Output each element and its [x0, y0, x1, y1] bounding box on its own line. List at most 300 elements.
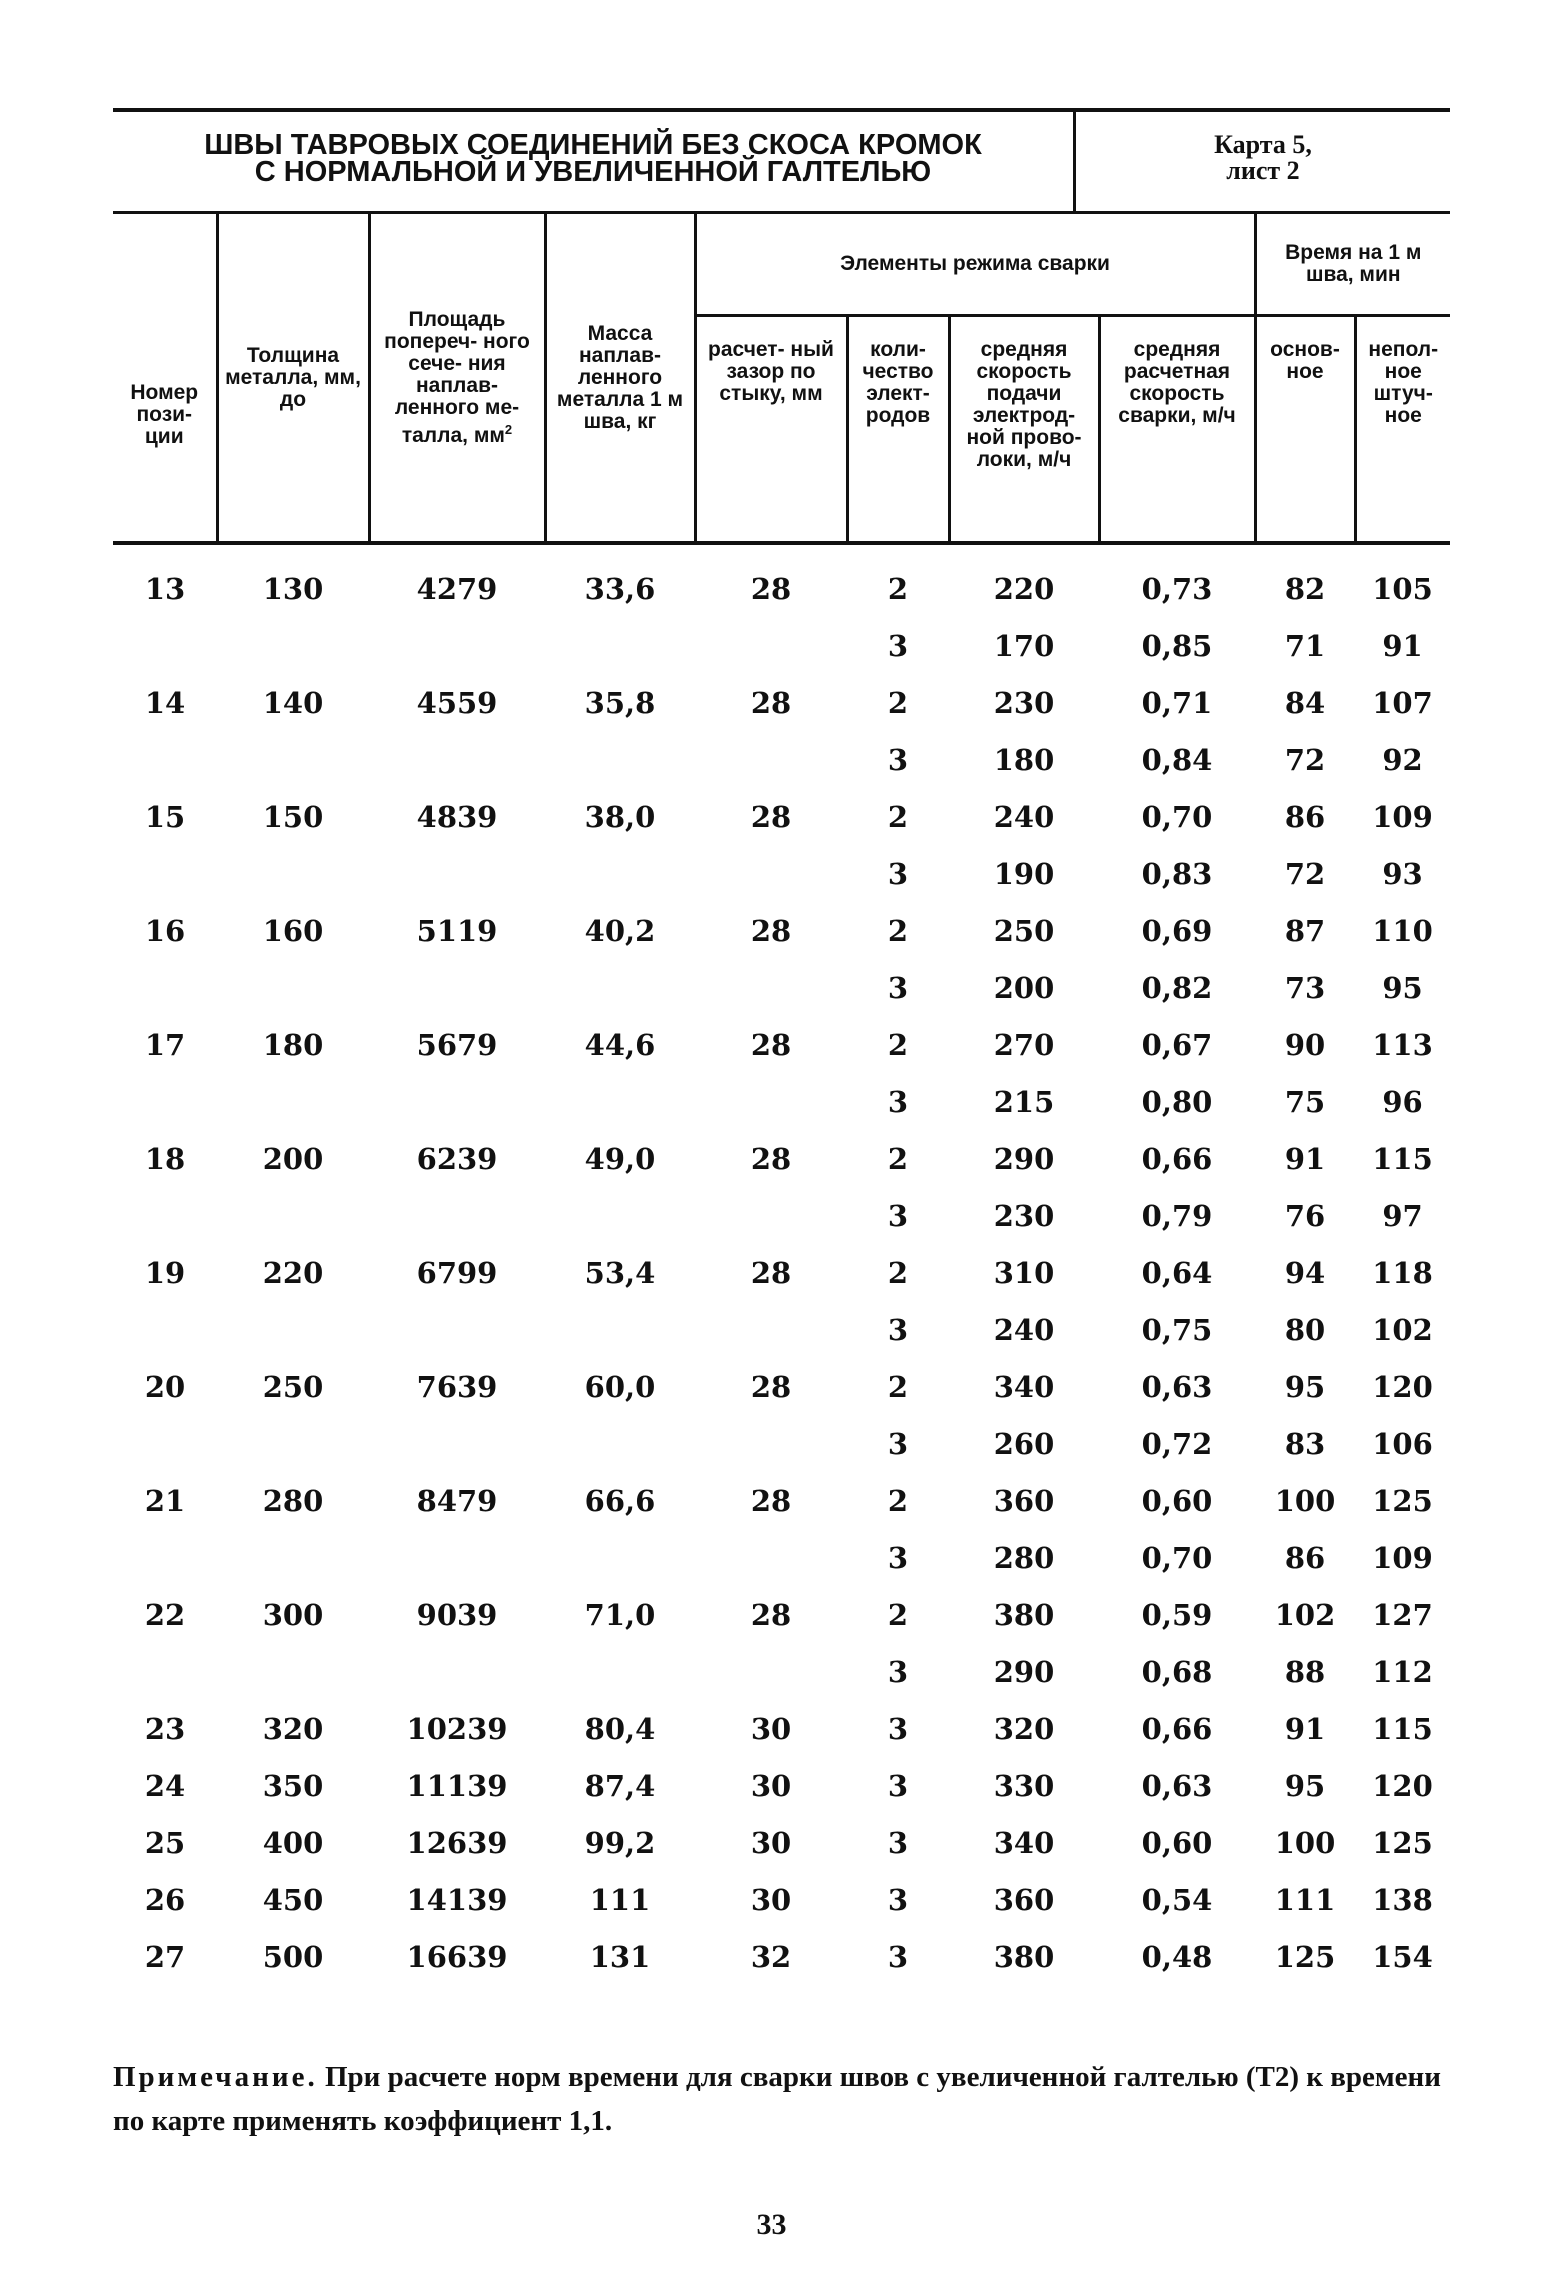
table-cell: 80,4: [584, 1711, 656, 1746]
table-cell: 200: [993, 970, 1055, 1005]
table-cell: 83: [1284, 1426, 1326, 1461]
table-cell: [369, 731, 545, 788]
table-cell: [695, 1073, 847, 1130]
table-cell: 30: [750, 1825, 792, 1860]
col-header-position: Номер пози- ции: [113, 214, 217, 543]
table-cell: 109: [1372, 799, 1433, 834]
table-cell: 28: [750, 913, 792, 948]
table-cell: 20: [144, 1369, 186, 1404]
table-cell: 99,2: [584, 1825, 656, 1860]
table-cell: 3: [887, 742, 909, 777]
table-cell: 3: [887, 1825, 909, 1860]
table-cell: 22: [144, 1597, 186, 1632]
table-cell: 190: [993, 856, 1055, 891]
table-cell: [113, 731, 217, 788]
table-cell: 0,83: [1141, 856, 1213, 891]
col-header-mode-group: Элементы режима сварки: [695, 214, 1255, 316]
footnote: [113, 2055, 1450, 2143]
table-cell: 180: [262, 1027, 324, 1062]
table-cell: 93: [1382, 856, 1423, 891]
table-cell: 170: [993, 628, 1055, 663]
table-cell: 3: [887, 1711, 909, 1746]
table-cell: 27: [144, 1939, 186, 1974]
title-line-2: С НОРМАЛЬНОЙ И УВЕЛИЧЕННОЙ ГАЛТЕЛЬЮ: [254, 156, 932, 188]
table-cell: [545, 1187, 695, 1244]
table-cell: 320: [993, 1711, 1055, 1746]
table-cell: 220: [993, 571, 1055, 606]
table-cell: [217, 1643, 369, 1700]
table-cell: 3: [887, 1084, 909, 1119]
table-cell: 230: [993, 1198, 1055, 1233]
table-cell: 95: [1382, 970, 1423, 1005]
table-row: [113, 1757, 1450, 1814]
card-number: Карта 5,: [1214, 130, 1312, 159]
table-cell: 21: [144, 1483, 186, 1518]
card-reference: [1076, 132, 1450, 184]
table-cell: [695, 617, 847, 674]
table-cell: 28: [750, 1255, 792, 1290]
table-row: [113, 1244, 1450, 1301]
table-cell: [695, 1415, 847, 1472]
table-cell: 2: [887, 1483, 909, 1518]
sheet-number: лист 2: [1226, 156, 1300, 185]
table-cell: 280: [993, 1540, 1055, 1575]
table-cell: 380: [993, 1597, 1055, 1632]
table-cell: 200: [262, 1141, 324, 1176]
table-cell: 5119: [416, 913, 498, 948]
col-header-area: Площадь попереч- ного сече- ния наплав- ленного ме- талла, $мм^2$: [369, 214, 545, 543]
table-cell: 220: [262, 1255, 324, 1290]
table-row: [113, 1643, 1450, 1700]
table-row: [113, 788, 1450, 845]
table-cell: 2: [887, 1597, 909, 1632]
table-cell: 24: [144, 1768, 186, 1803]
table-cell: 0,85: [1141, 628, 1213, 663]
table-cell: [217, 1187, 369, 1244]
table-cell: [217, 731, 369, 788]
card-header: [113, 108, 1450, 214]
table-cell: [113, 959, 217, 1016]
table-cell: 290: [993, 1141, 1055, 1176]
table-cell: 215: [993, 1084, 1055, 1119]
table-cell: 0,66: [1141, 1711, 1213, 1746]
table-cell: 0,73: [1141, 571, 1213, 606]
table-cell: 71,0: [584, 1597, 656, 1632]
table-cell: 25: [144, 1825, 186, 1860]
table-cell: [695, 845, 847, 902]
table-cell: 4279: [416, 571, 498, 606]
table-cell: 28: [750, 1483, 792, 1518]
table-cell: 107: [1372, 685, 1433, 720]
table-cell: [545, 1301, 695, 1358]
table-cell: 100: [1274, 1825, 1336, 1860]
table-cell: 13: [144, 571, 186, 606]
table-cell: 450: [262, 1882, 324, 1917]
table-cell: 28: [750, 1597, 792, 1632]
table-header: [113, 214, 1450, 545]
table-row: [113, 1130, 1450, 1187]
table-cell: 0,68: [1141, 1654, 1213, 1689]
table-cell: 0,60: [1141, 1483, 1213, 1518]
table-row: [113, 731, 1450, 788]
table-row: [113, 560, 1450, 617]
footnote-label: Примечание.: [113, 2061, 318, 2093]
table-cell: 87: [1284, 913, 1326, 948]
table-cell: 72: [1284, 742, 1326, 777]
table-cell: 5679: [416, 1027, 498, 1062]
table-cell: [369, 959, 545, 1016]
table-cell: 105: [1372, 571, 1433, 606]
table-cell: 30: [750, 1768, 792, 1803]
table-cell: 138: [1372, 1882, 1433, 1917]
table-cell: 18: [144, 1141, 186, 1176]
table-cell: [113, 1415, 217, 1472]
table-cell: 111: [1274, 1882, 1336, 1917]
table-cell: 113: [1372, 1027, 1433, 1062]
table-cell: 28: [750, 1027, 792, 1062]
table-cell: 14: [144, 685, 186, 720]
table-cell: 8479: [416, 1483, 498, 1518]
table-cell: 2: [887, 1369, 909, 1404]
table-cell: [545, 1415, 695, 1472]
table-cell: 360: [993, 1882, 1055, 1917]
col-header-gap: расчет- ный зазор по стыку, мм: [695, 316, 847, 544]
table-cell: 131: [589, 1939, 651, 1974]
table-cell: 350: [262, 1768, 324, 1803]
table-cell: 53,4: [584, 1255, 656, 1290]
table-cell: 28: [750, 685, 792, 720]
table-cell: [217, 1529, 369, 1586]
table-row: [113, 1016, 1450, 1073]
table-cell: 30: [750, 1882, 792, 1917]
table-cell: 280: [262, 1483, 324, 1518]
table-cell: 3: [887, 970, 909, 1005]
table-cell: 115: [1372, 1141, 1433, 1176]
table-cell: 3: [887, 1426, 909, 1461]
table-cell: 154: [1372, 1939, 1433, 1974]
table-cell: 0,48: [1141, 1939, 1213, 1974]
table-cell: 0,80: [1141, 1084, 1213, 1119]
table-cell: 2: [887, 799, 909, 834]
table-cell: 86: [1284, 1540, 1326, 1575]
table-cell: 12639: [406, 1825, 508, 1860]
table-cell: 112: [1372, 1654, 1433, 1689]
table-cell: 120: [1372, 1768, 1433, 1803]
table-cell: 49,0: [584, 1141, 656, 1176]
table-cell: 125: [1274, 1939, 1336, 1974]
table-cell: [113, 1301, 217, 1358]
table-cell: 110: [1372, 913, 1433, 948]
table-cell: 150: [262, 799, 324, 834]
table-cell: 80: [1284, 1312, 1326, 1347]
table-cell: 10239: [406, 1711, 508, 1746]
table-row: [113, 902, 1450, 959]
table-cell: 15: [144, 799, 186, 834]
table-cell: [545, 1529, 695, 1586]
table-cell: [217, 1301, 369, 1358]
table-cell: 92: [1382, 742, 1423, 777]
table-cell: 91: [1284, 1711, 1326, 1746]
table-row: [113, 1928, 1450, 1985]
table-cell: [369, 1073, 545, 1130]
table-cell: 94: [1284, 1255, 1326, 1290]
table-cell: 4559: [416, 685, 498, 720]
table-cell: 32: [750, 1939, 792, 1974]
table-cell: 290: [993, 1654, 1055, 1689]
table-row: [113, 1814, 1450, 1871]
page-number: 33: [756, 2208, 787, 2241]
table-cell: 0,75: [1141, 1312, 1213, 1347]
table-cell: 0,72: [1141, 1426, 1213, 1461]
table-cell: 88: [1284, 1654, 1326, 1689]
table-cell: 330: [993, 1768, 1055, 1803]
table-cell: 28: [750, 571, 792, 606]
table-cell: 82: [1284, 571, 1326, 606]
col-header-mass: Масса наплав- ленного металла 1 м шва, кг: [545, 214, 695, 543]
col-header-time-group: Время на 1 м шва, мин: [1255, 214, 1450, 316]
table-cell: 0,69: [1141, 913, 1213, 948]
table-cell: 23: [144, 1711, 186, 1746]
table-cell: 87,4: [584, 1768, 656, 1803]
table-cell: [545, 959, 695, 1016]
table-cell: 2: [887, 685, 909, 720]
table-cell: 11139: [406, 1768, 508, 1803]
table-cell: 260: [993, 1426, 1055, 1461]
table-cell: 400: [262, 1825, 324, 1860]
table-cell: 16639: [406, 1939, 508, 1974]
table-cell: 100: [1274, 1483, 1336, 1518]
table-row: [113, 674, 1450, 731]
table-cell: 28: [750, 1141, 792, 1176]
table-cell: [369, 1415, 545, 1472]
table-cell: [113, 1643, 217, 1700]
table-cell: 240: [993, 799, 1055, 834]
table-row: [113, 959, 1450, 1016]
table-row: [113, 1529, 1450, 1586]
table-cell: 44,6: [584, 1027, 656, 1062]
table-cell: 125: [1372, 1483, 1433, 1518]
table-cell: 106: [1372, 1426, 1433, 1461]
table-cell: [545, 1643, 695, 1700]
table-cell: 90: [1284, 1027, 1326, 1062]
col-header-electrodes: коли- чество элект- родов: [847, 316, 949, 544]
table-cell: 115: [1372, 1711, 1433, 1746]
table-cell: 3: [887, 1939, 909, 1974]
table-cell: [369, 1301, 545, 1358]
table-cell: 0,59: [1141, 1597, 1213, 1632]
table-cell: 14139: [406, 1882, 508, 1917]
table-cell: [369, 1643, 545, 1700]
table-cell: [545, 845, 695, 902]
table-cell: [695, 1187, 847, 1244]
table-cell: [695, 1301, 847, 1358]
table-row: [113, 1301, 1450, 1358]
table-cell: [695, 959, 847, 1016]
table-row: [113, 845, 1450, 902]
table-cell: 3: [887, 1312, 909, 1347]
table-cell: [217, 959, 369, 1016]
table-cell: 71: [1284, 628, 1326, 663]
col-header-thickness: Толщина металла, мм, до: [217, 214, 369, 543]
footnote-text: При расчете норм времени для сварки швов с увеличенной галтелью (Т2) к времени по карте применять коэффициент 1,1.: [113, 2061, 1441, 2137]
table-cell: 140: [262, 685, 324, 720]
table-cell: 0,70: [1141, 799, 1213, 834]
table-cell: 118: [1372, 1255, 1433, 1290]
table-cell: 19: [144, 1255, 186, 1290]
table-cell: 28: [750, 799, 792, 834]
table-cell: 340: [993, 1369, 1055, 1404]
table-cell: 0,79: [1141, 1198, 1213, 1233]
data-table: [113, 560, 1450, 1985]
table-row: [113, 1586, 1450, 1643]
table-cell: 160: [262, 913, 324, 948]
table-cell: 7639: [416, 1369, 498, 1404]
table-cell: [695, 1529, 847, 1586]
table-cell: [695, 731, 847, 788]
table-cell: [545, 1073, 695, 1130]
table-cell: 3: [887, 628, 909, 663]
table-cell: 84: [1284, 685, 1326, 720]
table-cell: 0,67: [1141, 1027, 1213, 1062]
table-cell: 2: [887, 913, 909, 948]
table-cell: 180: [993, 742, 1055, 777]
table-cell: 130: [262, 571, 324, 606]
table-cell: 102: [1372, 1312, 1433, 1347]
table-cell: 91: [1284, 1141, 1326, 1176]
table-cell: 97: [1382, 1198, 1423, 1233]
table-cell: [113, 845, 217, 902]
table-row: [113, 617, 1450, 674]
table-cell: [113, 1187, 217, 1244]
table-cell: 3: [887, 1654, 909, 1689]
table-cell: 0,63: [1141, 1768, 1213, 1803]
table-cell: 96: [1382, 1084, 1423, 1119]
table-cell: 250: [262, 1369, 324, 1404]
table-cell: 60,0: [584, 1369, 656, 1404]
table-cell: 38,0: [584, 799, 656, 834]
table-cell: [545, 617, 695, 674]
table-cell: 35,8: [584, 685, 656, 720]
title-line-1: ШВЫ ТАВРОВЫХ СОЕДИНЕНИЙ БЕЗ СКОСА КРОМОК: [204, 129, 982, 161]
table-cell: 73: [1284, 970, 1326, 1005]
table-cell: 230: [993, 685, 1055, 720]
table-cell: [113, 617, 217, 674]
card-title: [113, 129, 1073, 188]
table-cell: 270: [993, 1027, 1055, 1062]
table-cell: [217, 845, 369, 902]
table-cell: 72: [1284, 856, 1326, 891]
table-row: [113, 1415, 1450, 1472]
table-row: [113, 1358, 1450, 1415]
table-cell: 0,64: [1141, 1255, 1213, 1290]
table-cell: 3: [887, 1540, 909, 1575]
table-cell: 320: [262, 1711, 324, 1746]
table-cell: [369, 1187, 545, 1244]
table-cell: 76: [1284, 1198, 1326, 1233]
table-cell: [113, 1529, 217, 1586]
table-row: [113, 1700, 1450, 1757]
table-cell: 3: [887, 1768, 909, 1803]
table-cell: 240: [993, 1312, 1055, 1347]
table-cell: 30: [750, 1711, 792, 1746]
table-cell: 6239: [416, 1141, 498, 1176]
table-cell: 40,2: [584, 913, 656, 948]
table-cell: [369, 617, 545, 674]
table-cell: 127: [1372, 1597, 1433, 1632]
table-cell: 109: [1372, 1540, 1433, 1575]
table-cell: 102: [1274, 1597, 1336, 1632]
table-cell: 0,54: [1141, 1882, 1213, 1917]
table-cell: 2: [887, 1255, 909, 1290]
table-cell: 310: [993, 1255, 1055, 1290]
table-cell: 340: [993, 1825, 1055, 1860]
table-cell: 4839: [416, 799, 498, 834]
table-cell: 0,70: [1141, 1540, 1213, 1575]
table-cell: 500: [262, 1939, 324, 1974]
table-cell: [369, 845, 545, 902]
table-cell: [695, 1643, 847, 1700]
table-cell: [113, 1073, 217, 1130]
table-cell: 111: [589, 1882, 651, 1917]
table-cell: 91: [1382, 628, 1423, 663]
table-cell: 0,82: [1141, 970, 1213, 1005]
table-cell: [217, 617, 369, 674]
table-cell: 125: [1372, 1825, 1433, 1860]
table-cell: [369, 1529, 545, 1586]
table-cell: 95: [1284, 1768, 1326, 1803]
table-cell: 0,84: [1141, 742, 1213, 777]
table-cell: 120: [1372, 1369, 1433, 1404]
table-cell: 75: [1284, 1084, 1326, 1119]
table-cell: [217, 1073, 369, 1130]
table-row: [113, 1871, 1450, 1928]
table-cell: 300: [262, 1597, 324, 1632]
col-header-time-main: основ- ное: [1255, 316, 1355, 544]
table-cell: 9039: [416, 1597, 498, 1632]
col-header-feed-speed: средняя скорость подачи электрод- ной прово- локи, м/ч: [949, 316, 1099, 544]
table-cell: 360: [993, 1483, 1055, 1518]
table-row: [113, 1472, 1450, 1529]
table-cell: 380: [993, 1939, 1055, 1974]
table-cell: 28: [750, 1369, 792, 1404]
table-cell: 3: [887, 856, 909, 891]
table-cell: 0,63: [1141, 1369, 1213, 1404]
table-cell: 33,6: [584, 571, 656, 606]
table-cell: 0,66: [1141, 1141, 1213, 1176]
table-cell: 0,60: [1141, 1825, 1213, 1860]
table-row: [113, 1187, 1450, 1244]
table-cell: 2: [887, 571, 909, 606]
table-cell: 16: [144, 913, 186, 948]
table-cell: 2: [887, 1027, 909, 1062]
table-cell: [217, 1415, 369, 1472]
table-cell: 250: [993, 913, 1055, 948]
table-cell: 86: [1284, 799, 1326, 834]
table-cell: 17: [144, 1027, 186, 1062]
table-cell: 3: [887, 1198, 909, 1233]
table-cell: 26: [144, 1882, 186, 1917]
table-cell: 66,6: [584, 1483, 656, 1518]
table-cell: 95: [1284, 1369, 1326, 1404]
table-cell: 3: [887, 1882, 909, 1917]
col-header-weld-speed: средняя расчетная скорость сварки, м/ч: [1099, 316, 1255, 544]
table-cell: 6799: [416, 1255, 498, 1290]
table-row: [113, 1073, 1450, 1130]
table-cell: [545, 731, 695, 788]
table-cell: 0,71: [1141, 685, 1213, 720]
table-cell: 2: [887, 1141, 909, 1176]
col-header-time-piece: непол- ное штуч- ное: [1355, 316, 1450, 544]
